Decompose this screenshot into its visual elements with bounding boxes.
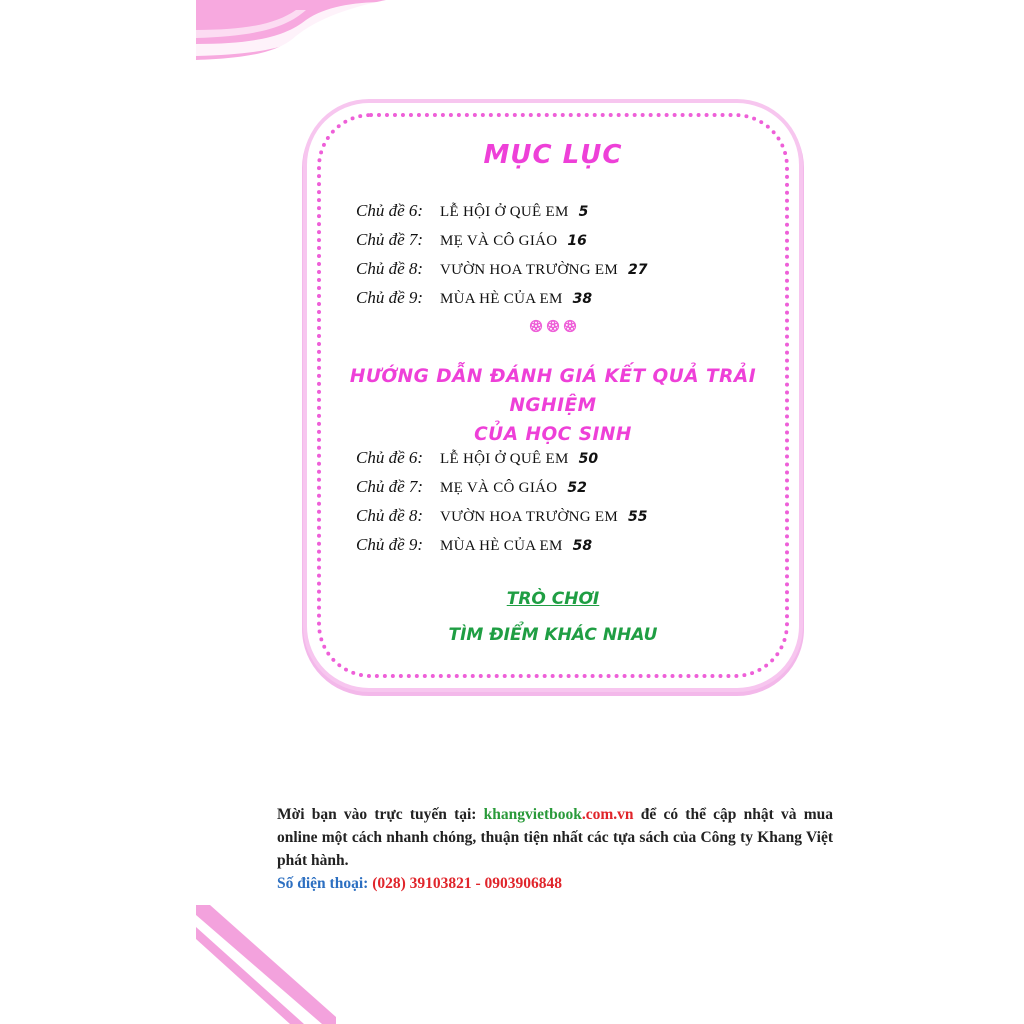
- topic-name: LỄ HỘI Ở QUÊ EM: [440, 451, 569, 467]
- topic-name: VƯỜN HOA TRƯỜNG EM: [440, 509, 618, 525]
- top-corner-decoration: [196, 0, 386, 62]
- guide-entry[interactable]: [356, 477, 587, 499]
- topic-label: Chủ đề 9:: [356, 535, 424, 554]
- toc-entry[interactable]: [356, 201, 588, 223]
- guide-entry[interactable]: [356, 506, 647, 528]
- guide-entry[interactable]: [356, 448, 598, 470]
- page-number: 27: [628, 262, 648, 278]
- topic-name: MÙA HÈ CỦA EM: [440, 538, 563, 554]
- topic-label: Chủ đề 6:: [356, 201, 424, 220]
- page-number: 16: [567, 233, 587, 249]
- topic-name: MẸ VÀ CÔ GIÁO: [440, 480, 558, 496]
- footer-intro: Mời bạn vào trực tuyến tại:: [277, 806, 484, 823]
- page-number: 58: [572, 538, 593, 554]
- footer-description: để có thể cập nhật và mua online một cách nhanh chóng, thuận tiện nhất các tựa sách của Công ty Khang Việt phát hành.: [277, 806, 833, 869]
- topic-label: Chủ đề 7:: [356, 230, 424, 249]
- page-number: 50: [578, 451, 599, 467]
- topic-name: MẸ VÀ CÔ GIÁO: [440, 233, 558, 249]
- toc-entry[interactable]: [356, 230, 587, 252]
- guide-title-line-2: CỦA HỌC SINH: [474, 424, 632, 445]
- page-number: 52: [567, 480, 587, 496]
- phone-label: Số điện thoại:: [277, 875, 369, 892]
- phone-number[interactable]: (028) 39103821 - 0903906848: [372, 875, 563, 892]
- toc-title: MỤC LỤC: [483, 140, 623, 170]
- toc-entry[interactable]: [356, 259, 647, 281]
- topic-label: Chủ đề 6:: [356, 448, 424, 467]
- flower-icon: [531, 321, 542, 332]
- topic-label: Chủ đề 8:: [356, 259, 424, 278]
- flower-icon: [548, 321, 559, 332]
- guide-entry[interactable]: [356, 535, 592, 557]
- flower-icon: [565, 321, 576, 332]
- flower-divider: [529, 319, 577, 333]
- guide-title: [307, 362, 799, 449]
- page-number: 38: [572, 291, 593, 307]
- topic-label: Chủ đề 8:: [356, 506, 424, 525]
- topic-name: VƯỜN HOA TRƯỜNG EM: [440, 262, 618, 278]
- topic-label: Chủ đề 7:: [356, 477, 424, 496]
- footer-note: [277, 803, 833, 895]
- guide-title-line-1: HƯỚNG DẪN ĐÁNH GIÁ KẾT QUẢ TRẢI NGHIỆM: [349, 366, 757, 416]
- topic-name: LỄ HỘI Ở QUÊ EM: [440, 204, 569, 220]
- website-link-domain[interactable]: .com.vn: [581, 806, 634, 823]
- topic-name: MÙA HÈ CỦA EM: [440, 291, 563, 307]
- page-number: 55: [628, 509, 648, 525]
- topic-label: Chủ đề 9:: [356, 288, 424, 307]
- toc-entry[interactable]: [356, 288, 592, 310]
- game-title[interactable]: TRÒ CHƠI: [506, 589, 600, 609]
- bottom-corner-decoration: [196, 905, 336, 1024]
- game-subtitle[interactable]: TÌM ĐIỂM KHÁC NHAU: [448, 625, 658, 645]
- website-link-name[interactable]: khangvietbook: [483, 806, 582, 823]
- page-number: 5: [578, 204, 589, 220]
